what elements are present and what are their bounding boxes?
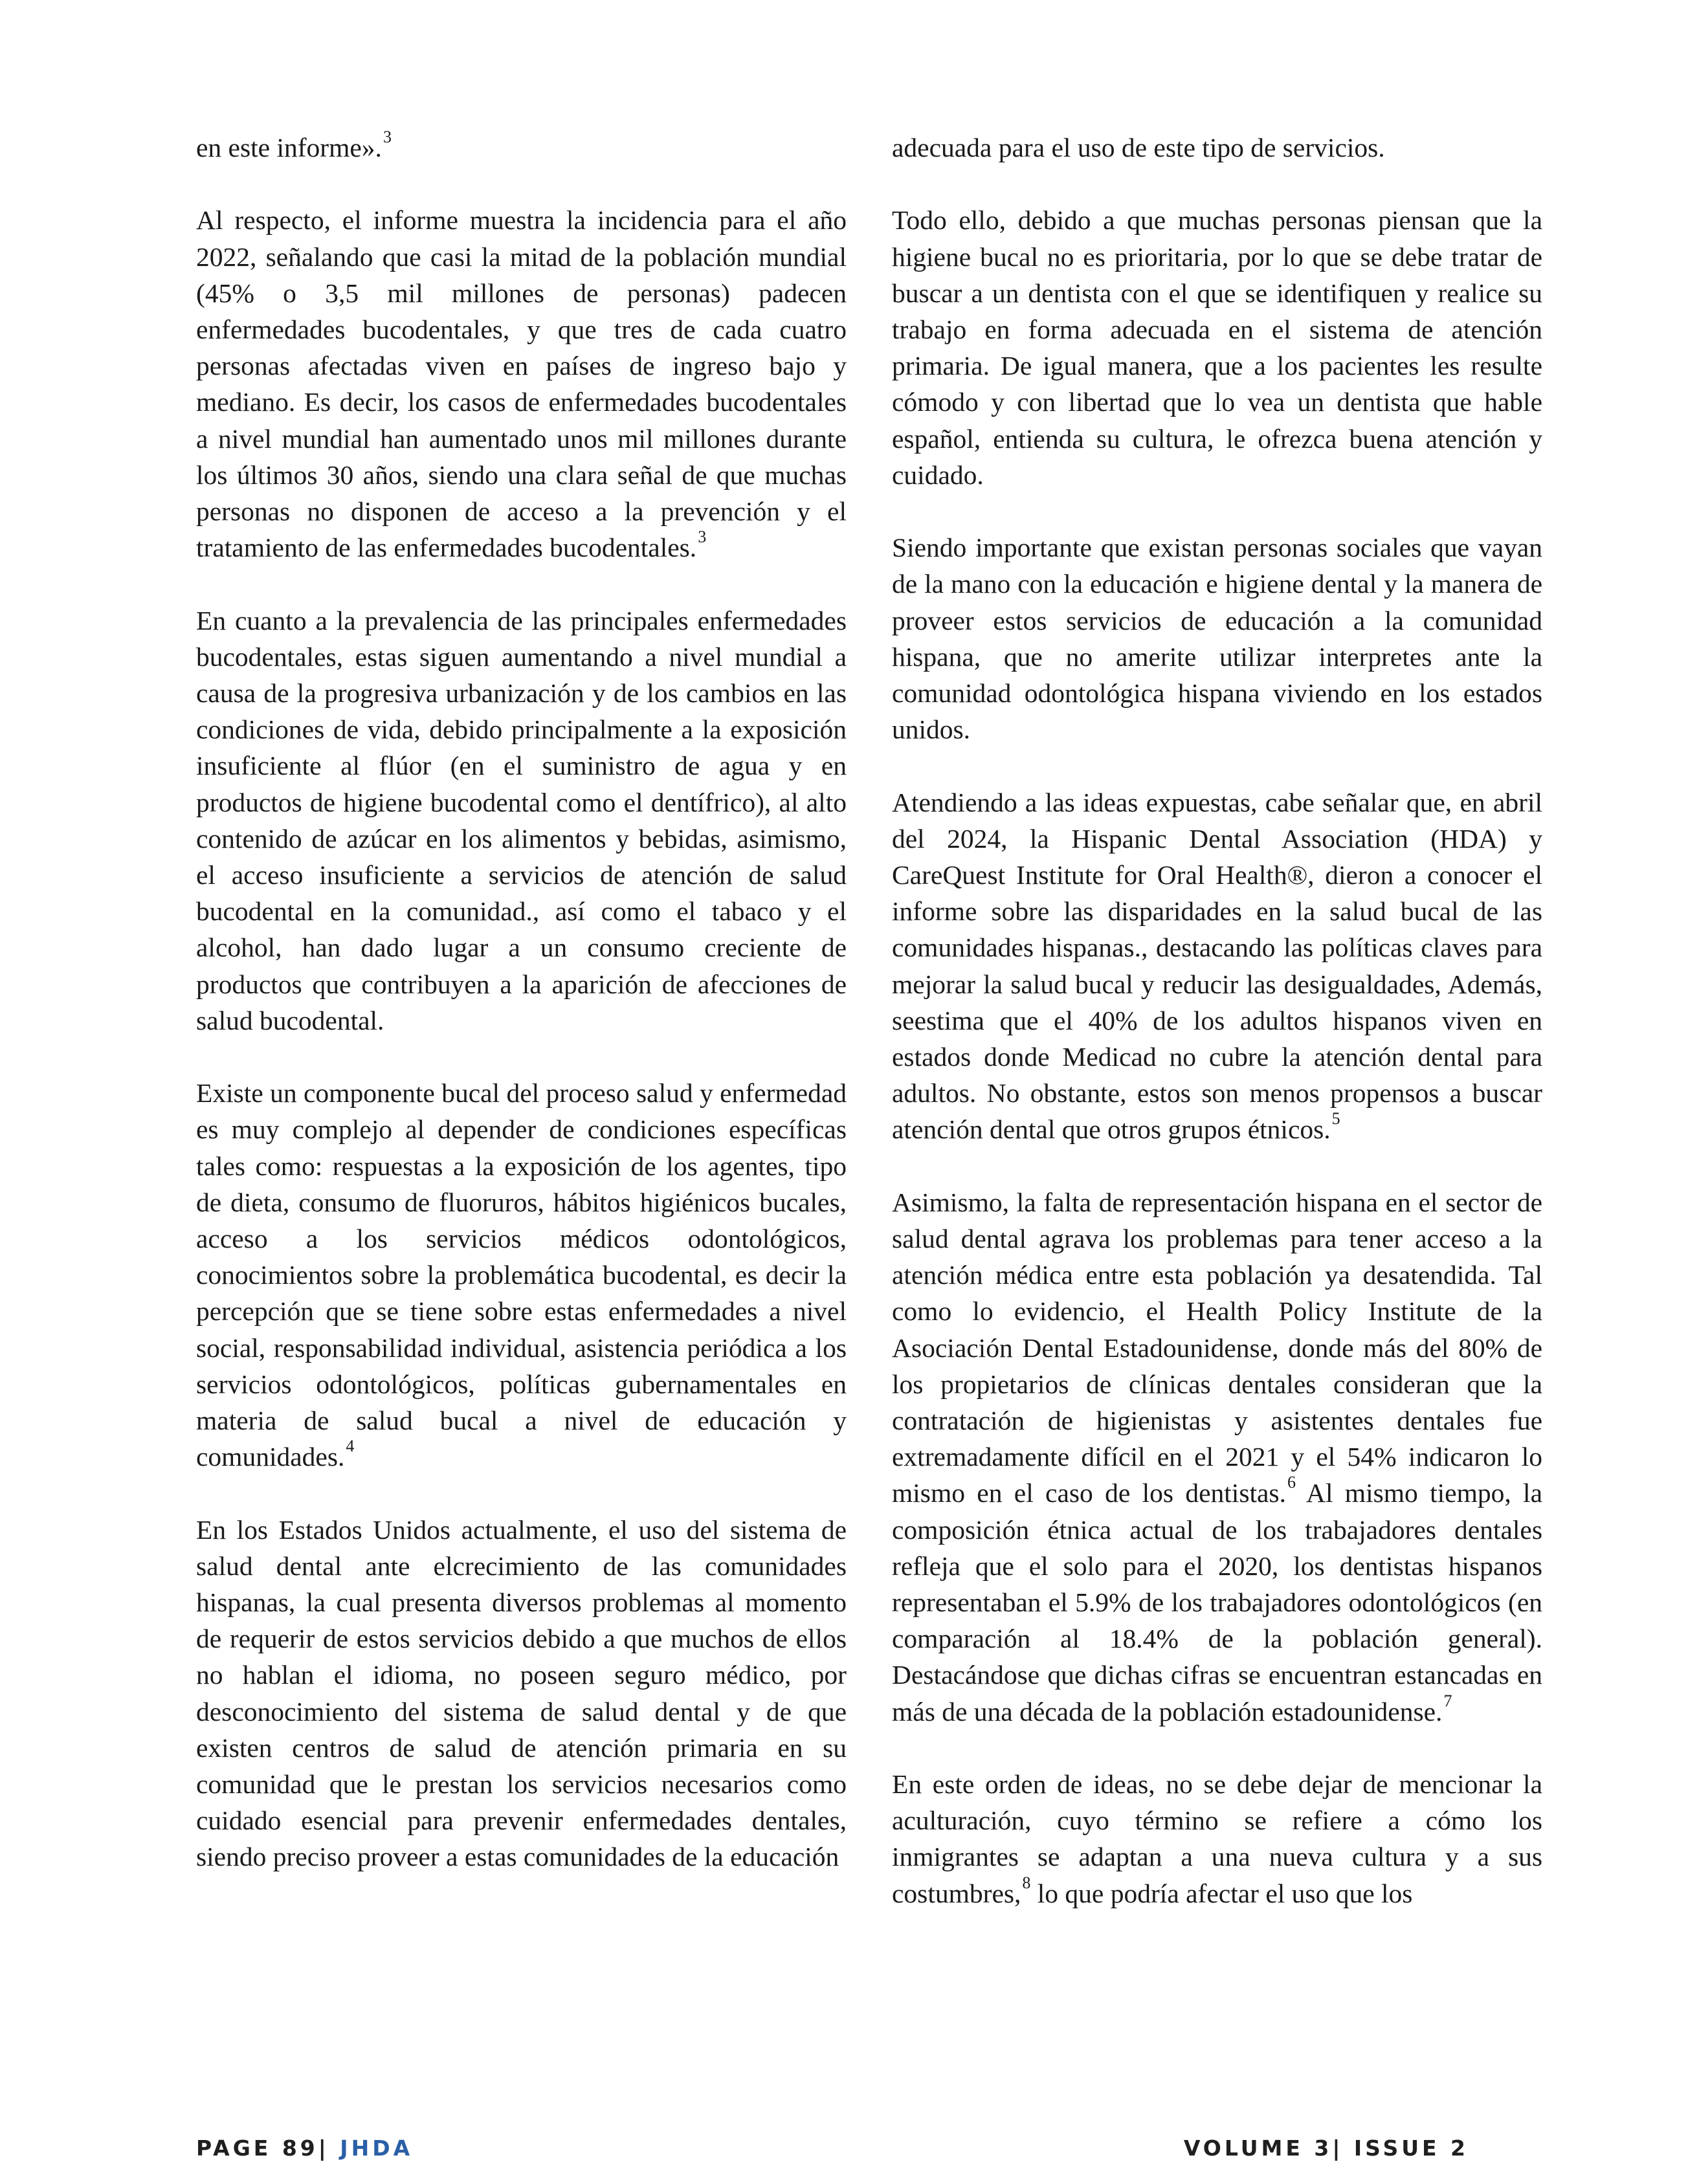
paragraph: En este orden de ideas, no se debe dejar de mencionar la aculturación, cuyo término se refiere a cómo los inmigrantes se adaptan a una nueva cultura y a sus costumbres,$^8$ lo que podría afectar el uso que los	[892, 1769, 1542, 1908]
paragraph: adecuada para el uso de este tipo de servicios.	[892, 133, 1385, 162]
paragraph: Siendo importante que existan personas sociales que vayan de la mano con la educación e higiene dental y la manera de proveer estos servicios de educación a la comunidad hispana, que no amerite utilizar interpretes ante la comunidad odontológica hispana viviendo en los estados unidos.	[892, 533, 1542, 745]
paragraph: en este informe».$^3$	[196, 127, 392, 162]
footnote-ref[interactable]: 7	[1443, 1691, 1452, 1710]
paragraph: En los Estados Unidos actualmente, el uso del sistema de salud dental ante elcrecimiento de las comunidades hispanas, la cual presenta diversos problemas al momento de requerir de estos servicios debido a que muchos de ellos no hablan el idioma, no poseen seguro médico, por desconocimiento del sistema de salud dental y de que existen centros de salud de atención primaria en su comunidad que le prestan los servicios necesarios como cuidado esencial para prevenir enfermedades dentales, siendo preciso proveer a estas comunidades de la educación	[196, 1514, 847, 1872]
paragraph: Existe un componente bucal del proceso salud y enfermedad es muy complejo al depender de condiciones específicas tales como: respuestas a la exposición de los agentes, tipo de dieta, consumo de fluoruros, hábitos higiénicos bucales, acceso a los servicios médicos odontológicos, conocimientos sobre la problemática bucodental, es decir la percepción que se tiene sobre estas enfermedades a nivel social, responsabilidad individual, asistencia periódica a los servicios odontológicos, políticas gubernamentales en materia de salud bucal a nivel de educación y comunidades.$^4$	[196, 1078, 847, 1472]
volume-issue-footer: VOLUME 3| ISSUE 2	[1183, 2135, 1469, 2161]
paragraph: En cuanto a la prevalencia de las principales enfermedades bucodentales, estas siguen aumentando a nivel mundial a causa de la progresiva urbanización y de los cambios en las condiciones de vida, debido principalmente a la exposición insuficiente al flúor (en el suministro de agua y en productos de higiene bucodental como el dentífrico), al alto contenido de azúcar en los alimentos y bebidas, asimismo, el acceso insuficiente a servicios de atención de salud bucodental en la comunidad., así como el tabaco y el alcohol, han dado lugar a un consumo creciente de productos que contribuyen a la aparición de afecciones de salud bucodental.	[196, 605, 847, 1035]
paragraph: Todo ello, debido a que muchas personas piensan que la higiene bucal no es prioritaria, por lo que se debe tratar de buscar a un dentista con el que se identifiquen y realice su trabajo en forma adecuada en el sistema de atención primaria. De igual manera, que a los pacientes les resulte cómodo y con libertad que lo vea un dentista que hable español, entienda su cultura, le ofrezca buena atención y cuidado.	[892, 205, 1542, 490]
paragraph: Asimismo, la falta de representación hispana en el sector de salud dental agrava los problemas para tener acceso a la atención médica entre esta población ya desatendida. Tal como lo evidencio, el Health Policy Institute de la Asociación Dental Estadounidense, donde más del 80% de los propietarios de clínicas dentales consideran que la contratación de higienistas y asistentes dentales fue extremadamente difícil en el 2021 y el 54% indicaron lo mismo en el caso de los dentistas.$^6$ Al mismo tiempo, la composición étnica actual de los trabajadores dentales refleja que el solo para el 2020, los dentistas hispanos representaban el 5.9% de los trabajadores odontológicos (en comparación al 18.4% de la población general). Destacándose que dichas cifras se encuentran estancadas en más de una década de la población estadounidense.$^7$	[892, 1187, 1542, 1726]
page-label: PAGE 89|	[196, 2135, 329, 2161]
footnote-ref[interactable]: 3	[383, 127, 392, 146]
journal-name: JHDA	[340, 2135, 414, 2161]
left-column	[196, 129, 847, 1912]
paragraph: Al respecto, el informe muestra la incidencia para el año 2022, señalando que casi la mitad de la población mundial (45% o 3,5 mil millones de personas) padecen enfermedades bucodentales, y que tres de cada cuatro personas afectadas viven en países de ingreso bajo y mediano. Es decir, los casos de enfermedades bucodentales a nivel mundial han aumentado unos mil millones durante los últimos 30 años, siendo una clara señal de que muchas personas no disponen de acceso a la prevención y el tratamiento de las enfermedades bucodentales.$^3$	[196, 205, 847, 563]
page-number-footer	[196, 2135, 413, 2161]
footnote-ref[interactable]: 4	[346, 1437, 355, 1456]
right-column	[892, 129, 1542, 1948]
footnote-ref[interactable]: 6	[1287, 1473, 1296, 1492]
paragraph: Atendiendo a las ideas expuestas, cabe señalar que, en abril del 2024, la Hispanic Dental Association (HDA) y CareQuest Institute for Oral Health®, dieron a conocer el informe sobre las disparidades en la salud bucal de las comunidades hispanas., destacando las políticas claves para mejorar la salud bucal y reducir las desigualdades, Además, seestima que el 40% de los adultos hispanos viven en estados donde Medicad no cubre la atención dental para adultos. No obstante, estos son menos propensos a buscar atención dental que otros grupos étnicos.$^5$	[892, 787, 1542, 1145]
footnote-ref[interactable]: 5	[1331, 1109, 1340, 1129]
footnote-ref[interactable]: 3	[698, 527, 707, 547]
footnote-ref[interactable]: 8	[1022, 1873, 1031, 1892]
